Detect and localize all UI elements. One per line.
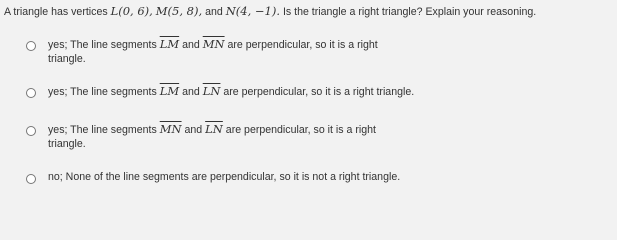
answer-option-4[interactable] [26,170,606,184]
vertex-l: L(0, 6), [110,4,153,18]
radio-button-icon[interactable] [26,126,36,136]
segment-label: $\overline{MN}$ [159,122,182,136]
vertex-m: M(5, 8), [155,4,203,18]
segment-label: $\overline{LM}$ [159,37,180,51]
question-suffix: Is the triangle a right triangle? Explain your reasoning. [282,6,537,18]
question-prefix: A triangle has vertices [4,6,108,18]
answer-option-2-text: yes; The line segments $\overline{LM}$ and $\overline{LN}$ are perpendicular, so it is a right triangle. [48,84,415,98]
segment-label: $\overline{LM}$ [159,84,180,98]
vertex-n: N(4, −1). [225,4,280,18]
answer-option-4-text: no; None of the line segments are perpendicular, so it is not a right triangle. [48,171,401,183]
answer-option-3[interactable] [26,122,606,151]
answer-option-1[interactable] [26,37,606,66]
segment-label: $\overline{LN}$ [205,122,223,136]
segment-label: $\overline{MN}$ [202,37,225,51]
radio-button-icon[interactable] [26,88,36,98]
answer-option-2[interactable] [26,84,606,99]
answer-option-3-text: yes; The line segments $\overline{MN}$ and $\overline{LN}$ are perpendicular, so it is a right triangle. [48,122,376,150]
segment-label: $\overline{LN}$ [202,84,221,98]
answer-option-1-text: yes; The line segments $\overline{LM}$ and $\overline{MN}$ are perpendicular, so it is a right triangle. [48,37,378,65]
radio-button-icon[interactable] [26,41,36,51]
question-and: and [205,6,223,18]
question-text [4,4,614,19]
radio-button-icon[interactable] [26,174,36,184]
